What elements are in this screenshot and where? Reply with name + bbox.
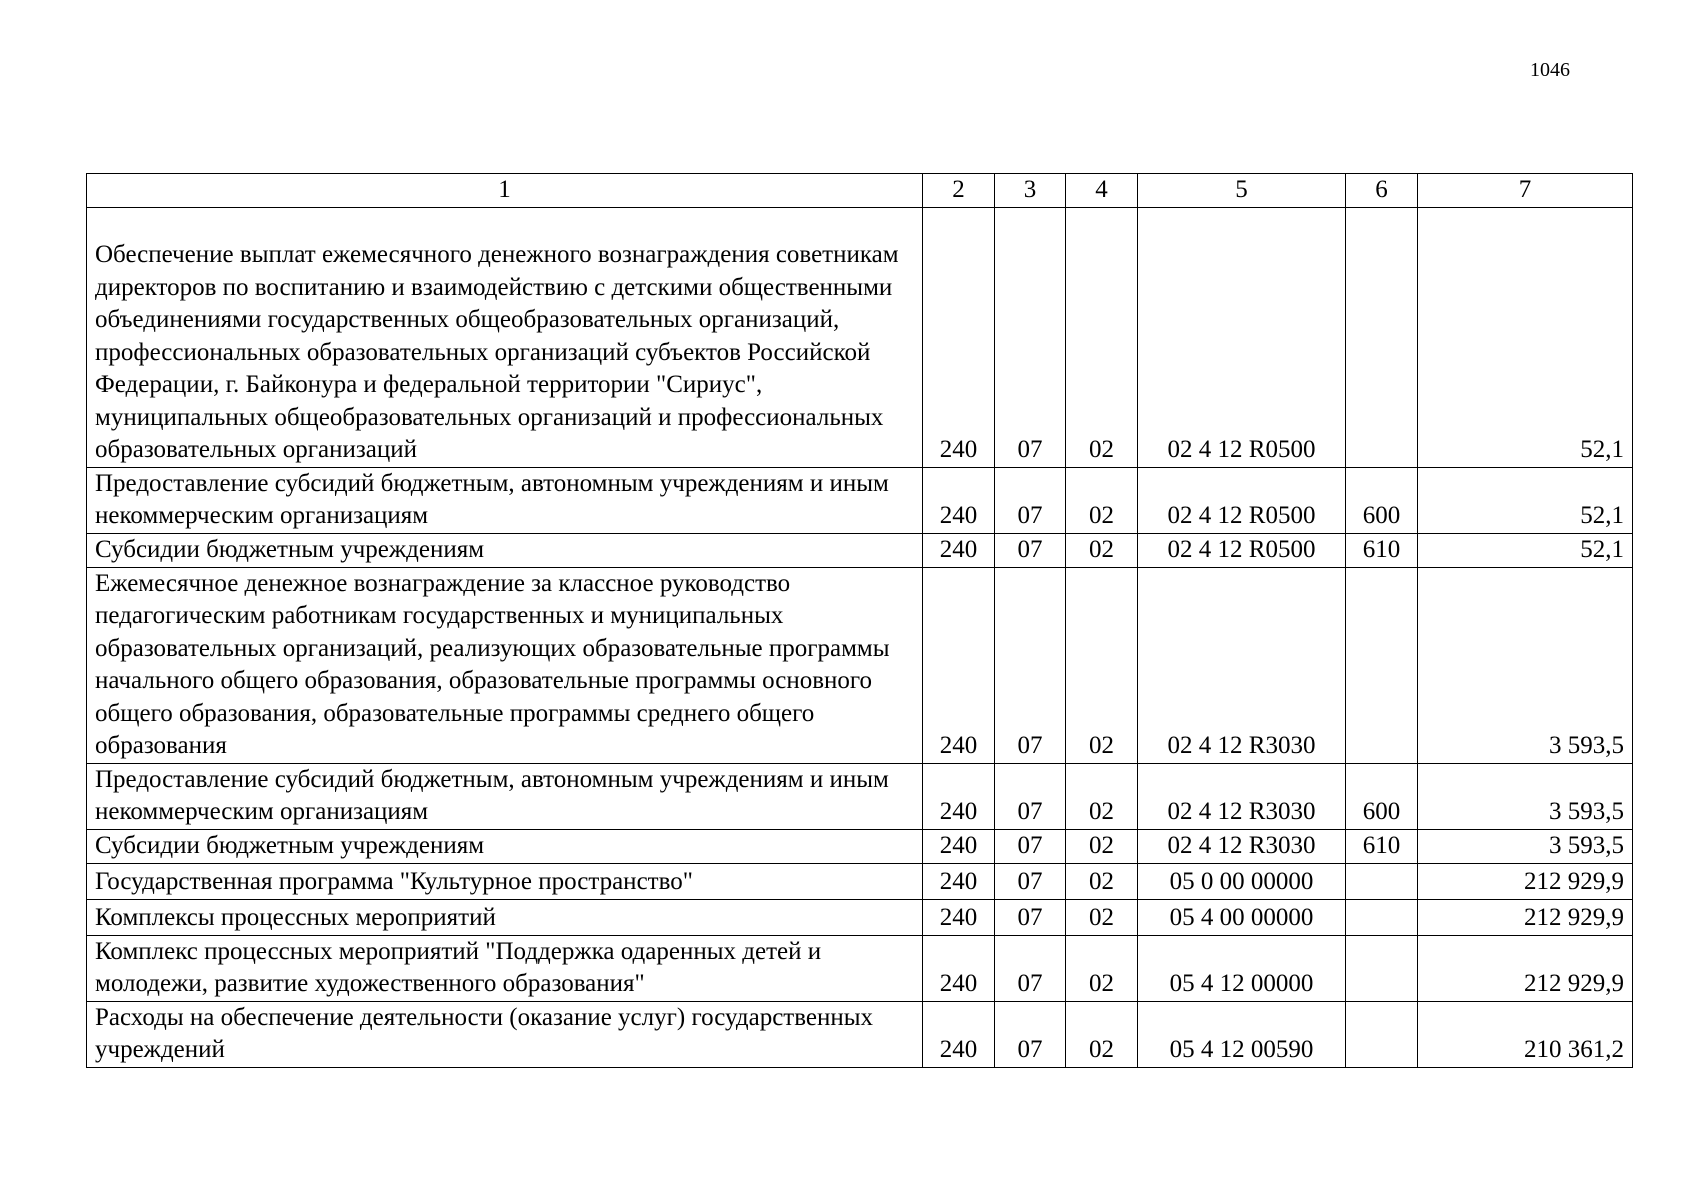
cell-col3: 07: [995, 1001, 1066, 1067]
cell-col2: 240: [923, 863, 995, 899]
cell-col3: 07: [995, 467, 1066, 533]
cell-col6: 610: [1346, 829, 1418, 863]
cell-col4: 02: [1066, 533, 1138, 567]
cell-col6: [1346, 899, 1418, 935]
cell-col2: 240: [923, 899, 995, 935]
column-header-6: 6: [1346, 174, 1418, 208]
cell-col3: 07: [995, 863, 1066, 899]
row-name: Комплекс процессных мероприятий "Поддержка одаренных детей и молодежи, развитие художественного образования": [87, 935, 923, 1001]
cell-col5: 02 4 12 R3030: [1138, 829, 1346, 863]
cell-col5: 02 4 12 R0500: [1138, 207, 1346, 467]
cell-col5: 05 4 00 00000: [1138, 899, 1346, 935]
row-name: Государственная программа "Культурное пространство": [87, 863, 923, 899]
row-name: Предоставление субсидий бюджетным, автономным учреждениям и иным некоммерческим организациям: [87, 763, 923, 829]
cell-col2: 240: [923, 467, 995, 533]
cell-col4: 02: [1066, 763, 1138, 829]
cell-col5: 02 4 12 R3030: [1138, 567, 1346, 763]
cell-col3: 07: [995, 935, 1066, 1001]
cell-col4: 02: [1066, 467, 1138, 533]
row-name: Расходы на обеспечение деятельности (оказание услуг) государственных учреждений: [87, 1001, 923, 1067]
cell-col4: 02: [1066, 935, 1138, 1001]
table-row: [87, 899, 1633, 935]
table-row: [87, 1001, 1633, 1067]
cell-col7: 52,1: [1418, 467, 1633, 533]
cell-col5: 02 4 12 R0500: [1138, 467, 1346, 533]
table-row: [87, 829, 1633, 863]
table-row: [87, 533, 1633, 567]
cell-col3: 07: [995, 207, 1066, 467]
cell-col2: 240: [923, 567, 995, 763]
cell-col2: 240: [923, 1001, 995, 1067]
cell-col7: 210 361,2: [1418, 1001, 1633, 1067]
cell-col6: [1346, 1001, 1418, 1067]
cell-col2: 240: [923, 829, 995, 863]
table-row: [87, 863, 1633, 899]
cell-col2: 240: [923, 763, 995, 829]
cell-col6: [1346, 863, 1418, 899]
cell-col3: 07: [995, 829, 1066, 863]
cell-col7: 212 929,9: [1418, 863, 1633, 899]
table-row: [87, 935, 1633, 1001]
row-name: Комплексы процессных мероприятий: [87, 899, 923, 935]
cell-col5: 05 0 00 00000: [1138, 863, 1346, 899]
cell-col7: 3 593,5: [1418, 829, 1633, 863]
cell-col6: 610: [1346, 533, 1418, 567]
cell-col2: 240: [923, 935, 995, 1001]
cell-col4: 02: [1066, 899, 1138, 935]
cell-col3: 07: [995, 763, 1066, 829]
cell-col4: 02: [1066, 567, 1138, 763]
cell-col6: 600: [1346, 763, 1418, 829]
cell-col4: 02: [1066, 207, 1138, 467]
cell-col6: [1346, 207, 1418, 467]
row-name: Предоставление субсидий бюджетным, автономным учреждениям и иным некоммерческим организациям: [87, 467, 923, 533]
cell-col3: 07: [995, 899, 1066, 935]
cell-col7: 212 929,9: [1418, 899, 1633, 935]
cell-col6: [1346, 567, 1418, 763]
cell-col5: 02 4 12 R3030: [1138, 763, 1346, 829]
row-name: Обеспечение выплат ежемесячного денежного вознаграждения советникам директоров по воспитанию и взаимодействию с детскими общественными объединениями государственных общеобразовательных организаций, профессиональных образовательных организаций субъектов Российской Федерации, г. Байконура и федеральной территории "Сириус", муниципальных общеобразовательных организаций и профессиональных образовательных организаций: [87, 207, 923, 467]
cell-col5: 02 4 12 R0500: [1138, 533, 1346, 567]
row-name: Субсидии бюджетным учреждениям: [87, 533, 923, 567]
column-header-1: 1: [87, 174, 923, 208]
table-row: [87, 207, 1633, 467]
row-name: Субсидии бюджетным учреждениям: [87, 829, 923, 863]
page-number: 1046: [1530, 59, 1570, 81]
table-header-row: [87, 174, 1633, 208]
table-row: [87, 567, 1633, 763]
column-header-7: 7: [1418, 174, 1633, 208]
table-body: [87, 207, 1633, 1067]
cell-col6: [1346, 935, 1418, 1001]
row-name: Ежемесячное денежное вознаграждение за классное руководство педагогическим работникам государственных и муниципальных образовательных организаций, реализующих образовательные программы начального общего образования, образовательные программы основного общего образования, образовательные программы среднего общего образования: [87, 567, 923, 763]
cell-col2: 240: [923, 207, 995, 467]
column-header-5: 5: [1138, 174, 1346, 208]
cell-col6: 600: [1346, 467, 1418, 533]
cell-col7: 52,1: [1418, 207, 1633, 467]
cell-col3: 07: [995, 533, 1066, 567]
cell-col4: 02: [1066, 1001, 1138, 1067]
table-row: [87, 467, 1633, 533]
cell-col7: 52,1: [1418, 533, 1633, 567]
cell-col2: 240: [923, 533, 995, 567]
cell-col4: 02: [1066, 863, 1138, 899]
budget-table: [86, 173, 1633, 1068]
cell-col7: 3 593,5: [1418, 567, 1633, 763]
cell-col5: 05 4 12 00590: [1138, 1001, 1346, 1067]
cell-col7: 212 929,9: [1418, 935, 1633, 1001]
cell-col4: 02: [1066, 829, 1138, 863]
column-header-2: 2: [923, 174, 995, 208]
cell-col3: 07: [995, 567, 1066, 763]
column-header-4: 4: [1066, 174, 1138, 208]
table-row: [87, 763, 1633, 829]
column-header-3: 3: [995, 174, 1066, 208]
cell-col7: 3 593,5: [1418, 763, 1633, 829]
cell-col5: 05 4 12 00000: [1138, 935, 1346, 1001]
